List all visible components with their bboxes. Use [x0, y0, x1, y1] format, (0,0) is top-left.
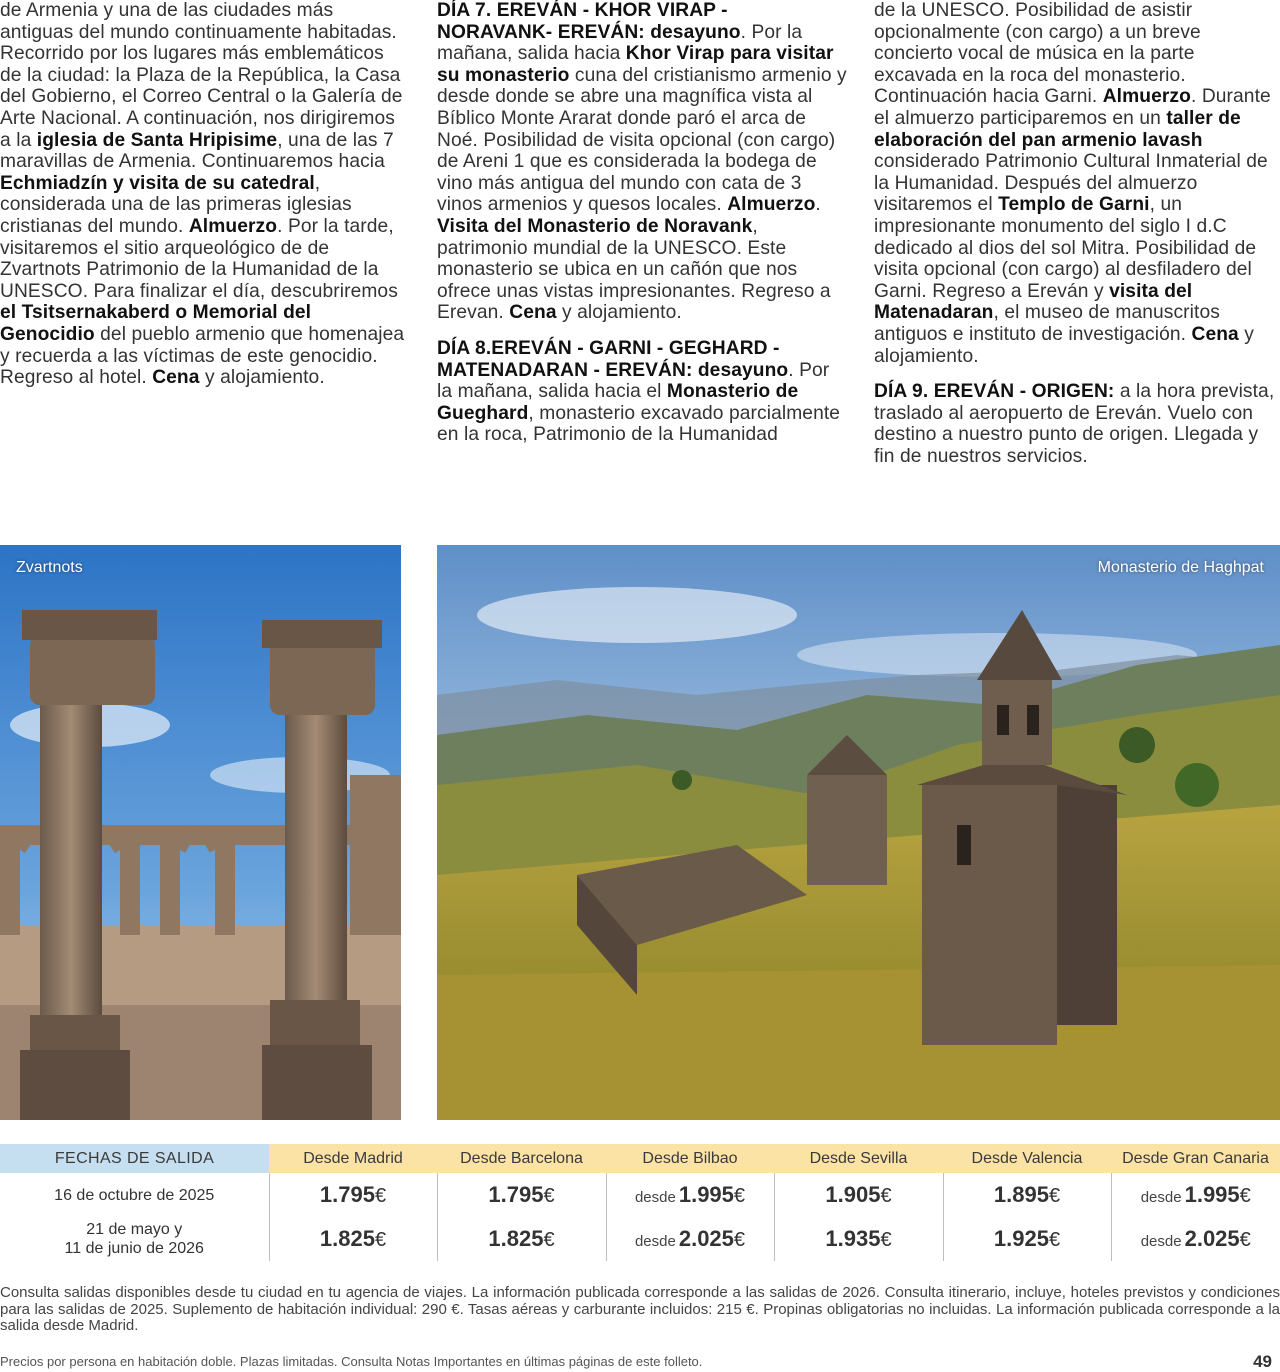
bold-text: DÍA 7. EREVÁN - KHOR VIRAP - NORAVANK- EREVÁN: desayuno	[437, 0, 741, 43]
currency-symbol: €	[1048, 1185, 1061, 1207]
currency-symbol: €	[880, 1185, 892, 1207]
text-run: cuna del cristianismo armenio y desde donde se abre una magnífica vista al Bíblico Monte Ararat donde paró el arca de Noé. Posibilidad de visita opcional (con cargo) de Areni 1 que es considerada la bodega de vino más antigua del mundo con cata de 3 vinos armenios y quesos locales.	[437, 64, 847, 216]
day6-continuation	[0, 0, 408, 389]
currency-symbol: €	[543, 1185, 555, 1207]
bold-text: Cena	[152, 367, 200, 389]
bold-text: Cena	[1191, 323, 1239, 345]
bold-text: Almuerzo	[1102, 86, 1191, 108]
itinerary-column-3	[874, 0, 1280, 481]
text-run: , patrimonio mundial de la UNESCO. Este monasterio se ubica en un cañón que nos ofrece unas vistas impresionantes. Regreso a Erevan.	[437, 215, 831, 324]
price-cell	[1111, 1217, 1280, 1261]
bold-text: Monasterio de Gueghard	[437, 381, 799, 424]
text-run: . Durante el almuerzo participaremos en un	[874, 86, 1271, 129]
zvartnots-caption: Zvartnots	[16, 559, 83, 576]
text-run: , una de las 7 maravillas de Armenia. Continuaremos hacia	[0, 129, 394, 173]
price-prefix: desde	[634, 1189, 676, 1206]
text-run: .	[815, 194, 821, 216]
price-amount: 1.995	[1184, 1182, 1240, 1207]
price-amount: 1.825	[488, 1226, 544, 1251]
bold-text: Almuerzo	[727, 194, 816, 216]
haghpat-photo	[437, 545, 1280, 1120]
itinerary-column-2	[437, 0, 847, 460]
day7-paragraph	[437, 0, 847, 324]
currency-symbol: €	[374, 1229, 387, 1251]
currency-symbol: €	[543, 1229, 555, 1251]
price-amount: 1.795	[319, 1182, 375, 1207]
day8-continuation	[874, 0, 1280, 367]
currency-symbol: €	[1048, 1229, 1061, 1251]
zvartnots-illustration	[0, 545, 401, 1120]
header-city: Desde Sevilla	[774, 1144, 943, 1173]
zvartnots-photo	[0, 545, 401, 1120]
text-run: , el museo de manuscritos antiguos e instituto de investigación.	[874, 302, 1220, 345]
text-run: . Por la mañana, salida hacia el	[437, 359, 830, 403]
price-table-header	[0, 1144, 1280, 1173]
haghpat-illustration	[437, 545, 1280, 1120]
currency-symbol: €	[733, 1229, 746, 1251]
text-run: del pueblo armenio que homenajea y recuerda a las víctimas de este genocidio. Regreso al hotel.	[0, 323, 405, 389]
price-cell	[943, 1173, 1111, 1217]
price-amount: 2.025	[1184, 1226, 1240, 1251]
footer-note: Precios por persona en habitación doble. Plazas limitadas. Consulta Notas Importantes en últimas páginas de este folleto.	[0, 1354, 703, 1369]
bold-text: Visita del Monasterio de Noravank	[437, 215, 753, 237]
price-cell	[269, 1173, 437, 1217]
price-cell	[774, 1217, 943, 1261]
bold-text: visita del Matenadaran	[874, 280, 1193, 324]
price-amount: 1.905	[825, 1182, 881, 1207]
currency-symbol: €	[733, 1185, 746, 1207]
price-prefix: desde	[1140, 1189, 1182, 1206]
itinerary-column-1	[0, 0, 408, 403]
departure-date: 16 de octubre de 2025	[54, 1186, 215, 1204]
price-cell	[1111, 1173, 1280, 1217]
price-amount: 1.825	[319, 1226, 375, 1251]
header-city: Desde Barcelona	[437, 1144, 606, 1173]
price-row	[0, 1217, 1280, 1261]
text-run: , monasterio excavado parcialmente en la roca, Patrimonio de la Humanidad	[437, 402, 841, 446]
text-run: y alojamiento.	[874, 323, 1254, 367]
price-row	[0, 1173, 1280, 1217]
price-table-body	[0, 1173, 1280, 1261]
bold-text: iglesia de Santa Hripisime	[36, 129, 278, 151]
departure-date: 21 de mayo y 11 de junio de 2026	[64, 1221, 204, 1257]
price-amount: 1.995	[678, 1182, 734, 1207]
currency-symbol: €	[374, 1185, 387, 1207]
price-cell	[774, 1173, 943, 1217]
header-city: Desde Valencia	[943, 1144, 1111, 1173]
price-prefix: desde	[1140, 1233, 1182, 1250]
price-prefix: desde	[634, 1233, 676, 1250]
price-cell	[606, 1173, 774, 1217]
text-run: de la UNESCO. Posibilidad de asistir opcionalmente (con cargo) a un breve concierto vocal de música en la parte excavada en la roca del monasterio. Continuación hacia Garni.	[874, 0, 1201, 108]
bold-text: Templo de Garni	[998, 194, 1150, 216]
text-run: considerado Patrimonio Cultural Inmaterial de la Humanidad. Después del almuerzo visitaremos el	[874, 151, 1268, 216]
page-number: 49	[1253, 1352, 1272, 1371]
price-amount: 2.025	[678, 1226, 734, 1251]
price-amount: 1.895	[993, 1182, 1049, 1207]
text-run: de Armenia y una de las ciudades más antiguas del mundo continuamente habitadas. Recorrido por los lugares más emblemáticos de la ciudad: la Plaza de la República, la Casa del Gobierno, el Correo Central o la Galería de Arte Nacional. A continuación, nos dirigiremos a la	[0, 0, 403, 151]
bold-text: el Tsitsernakaberd o Memorial del Genocidio	[0, 302, 312, 345]
text-run: a la hora prevista, traslado al aeropuerto de Ereván. Vuelo con destino a nuestro punto de origen. Llegada y fin de nuestros servicios.	[874, 381, 1275, 467]
header-departure-dates: FECHAS DE SALIDA	[0, 1144, 269, 1173]
price-cell	[437, 1217, 606, 1261]
haghpat-caption: Monasterio de Haghpat	[1097, 559, 1264, 576]
header-city: Desde Gran Canaria	[1111, 1144, 1280, 1173]
price-table	[0, 1144, 1280, 1261]
currency-symbol: €	[1239, 1185, 1251, 1207]
bold-text: Khor Virap para visitar su monasterio	[437, 43, 834, 86]
currency-symbol: €	[880, 1229, 892, 1251]
bold-text: DÍA 9. EREVÁN - ORIGEN:	[874, 381, 1115, 403]
text-run: . Por la tarde, visitaremos el sitio arqueológico de de Zvartnots Patrimonio de la Humanidad de la UNESCO. Para finalizar el día, descubriremos	[0, 215, 398, 302]
text-run: y alojamiento.	[199, 367, 325, 389]
price-amount: 1.925	[993, 1226, 1049, 1251]
price-cell	[269, 1217, 437, 1261]
bold-text: DÍA 8.EREVÁN - GARNI - GEGHARD - MATENADARAN - EREVÁN: desayuno	[437, 337, 789, 381]
bold-text: Almuerzo	[188, 215, 278, 237]
currency-symbol: €	[1239, 1229, 1251, 1251]
header-city: Desde Bilbao	[606, 1144, 774, 1173]
conditions-note: Consulta salidas disponibles desde tu ciudad en tu agencia de viajes. La información publicada corresponde a las salidas de 2026. Consulta itinerario, incluye, hoteles previstos y condiciones para las salidas de 2025. Suplemento de habitación individual: 290 €. Tasas aéreas y carburante incluidos: 215 €. Propinas obligatorias no incluidas. La información publicada corresponde a la salida desde Madrid.	[0, 1284, 1280, 1334]
bold-text: Echmiadzín y visita de su catedral	[0, 172, 315, 194]
price-amount: 1.935	[825, 1226, 881, 1251]
price-amount: 1.795	[488, 1182, 544, 1207]
header-city: Desde Madrid	[269, 1144, 437, 1173]
text-run: y alojamiento.	[556, 302, 682, 324]
bold-text: Cena	[509, 302, 557, 324]
price-cell	[606, 1217, 774, 1261]
price-cell	[437, 1173, 606, 1217]
day9-paragraph	[874, 381, 1280, 467]
bold-text: taller de elaboración del pan armenio lavash	[874, 107, 1241, 151]
text-run: , un impresionante monumento del siglo I d.C dedicado al dios del sol Mitra. Posibilidad de visita opcional (con cargo) al desfiladero del Garni. Regreso a Ereván y	[874, 194, 1257, 302]
day8-paragraph	[437, 338, 847, 446]
text-run: . Por la mañana, salida hacia	[437, 21, 803, 65]
price-cell	[943, 1217, 1111, 1261]
text-run: , considerada una de las primeras iglesias cristianas del mundo.	[0, 172, 352, 237]
